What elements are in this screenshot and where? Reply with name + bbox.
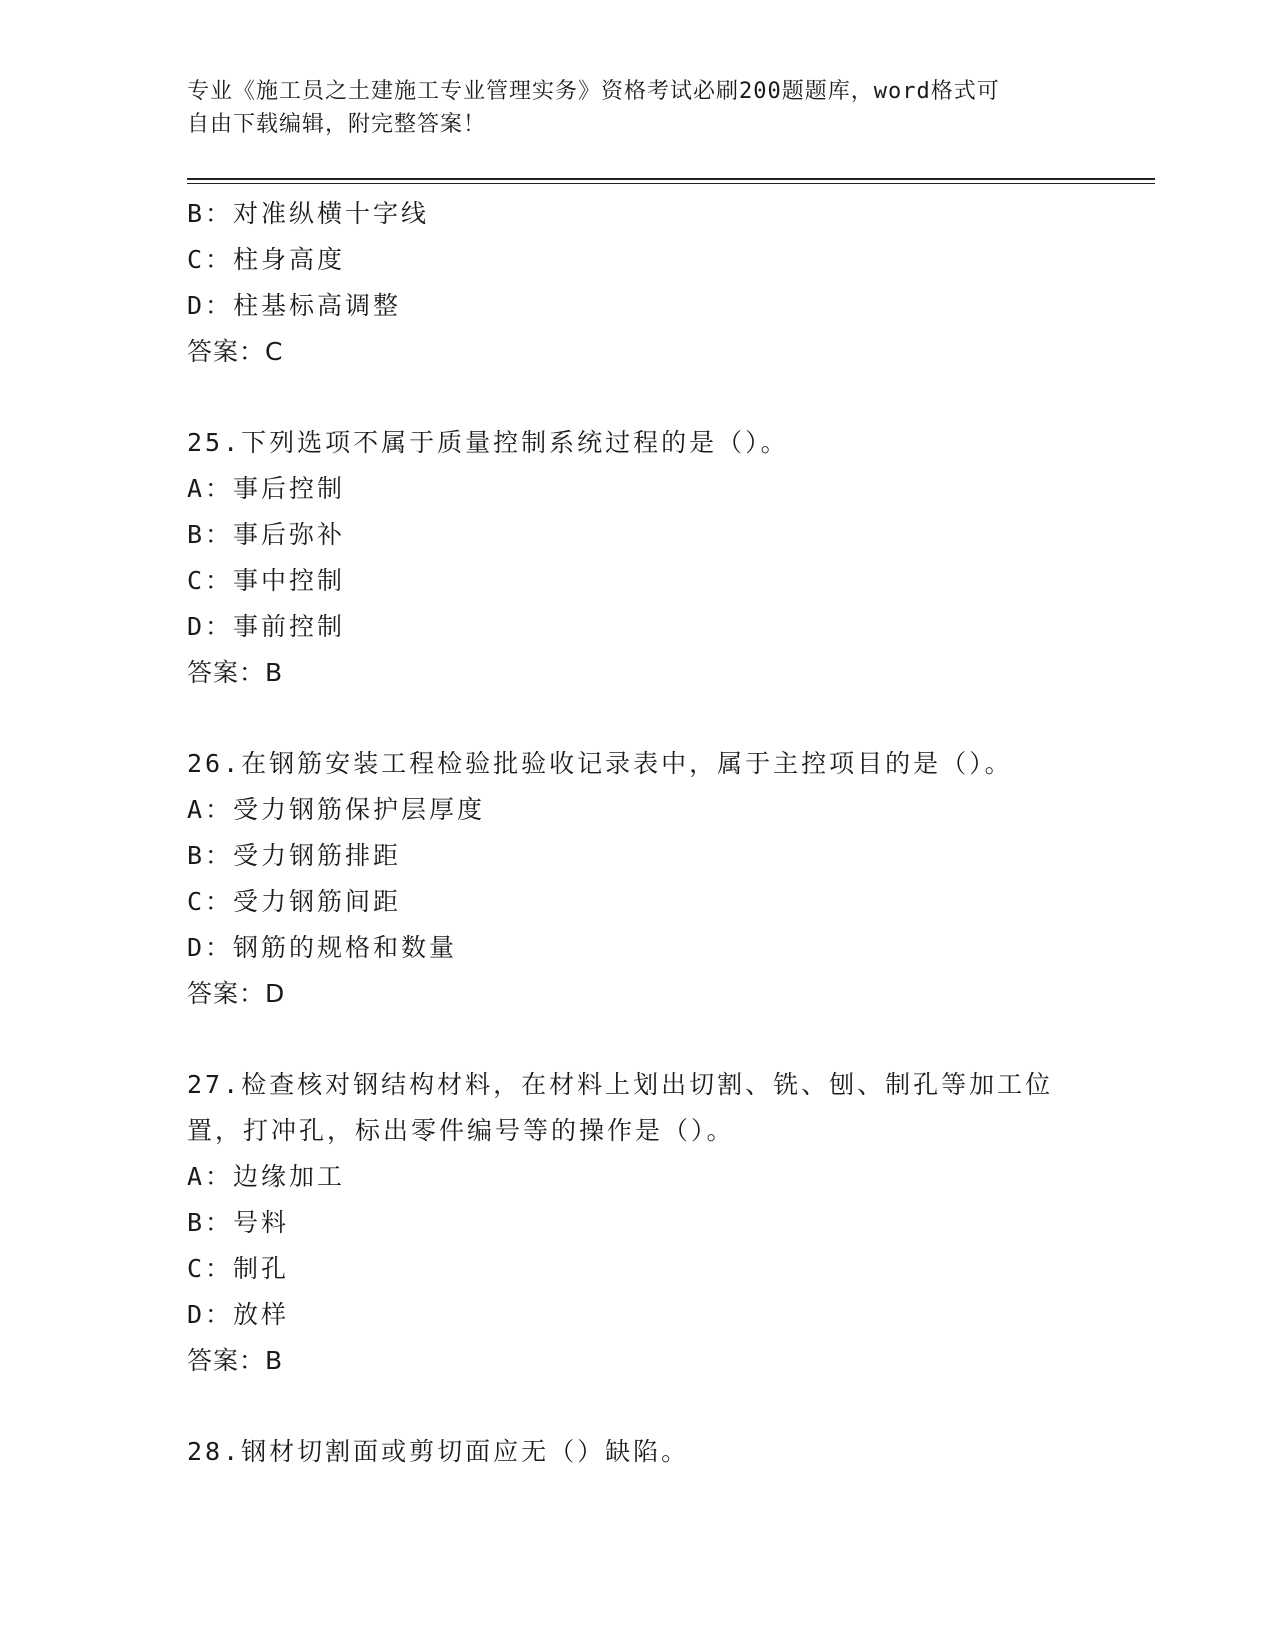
spacer (187, 375, 1087, 420)
option-c: C：制孔 (187, 1254, 290, 1283)
option-a: A：受力钢筋保护层厚度 (187, 795, 486, 824)
answer-line: 答案：D (187, 979, 286, 1008)
spacer (187, 1384, 1087, 1429)
question-block-28 (187, 1429, 1087, 1475)
answer-line: 答案：B (187, 1346, 284, 1375)
question-block-26 (187, 741, 1087, 1017)
option-a: A：边缘加工 (187, 1162, 346, 1191)
answer-line: 答案：B (187, 658, 284, 687)
question-block-27 (187, 1062, 1087, 1384)
option-b: B：号料 (187, 1208, 290, 1237)
question-stem: 28.钢材切割面或剪切面应无（）缺陷。 (187, 1437, 690, 1466)
question-stem-line-1: 27.检查核对钢结构材料，在材料上划出切割、铣、刨、制孔等加工位 (187, 1070, 1054, 1099)
header-title-line-2: 自由下载编辑，附完整答案！ (187, 112, 487, 137)
spacer (187, 1017, 1087, 1062)
option-b: B：受力钢筋排距 (187, 841, 402, 870)
option-d: D：事前控制 (187, 612, 346, 641)
question-block-24-continued (187, 191, 1087, 375)
header-divider-thin (187, 183, 1155, 184)
option-c: C：事中控制 (187, 566, 346, 595)
document-page (187, 0, 1157, 1650)
question-stem: 25.下列选项不属于质量控制系统过程的是（）。 (187, 428, 789, 457)
spacer (187, 696, 1087, 741)
option-d: D：柱基标高调整 (187, 291, 402, 320)
option-a: A：事后控制 (187, 474, 346, 503)
question-list (187, 191, 1087, 1475)
option-b: B：事后弥补 (187, 520, 346, 549)
option-d: D：放样 (187, 1300, 290, 1329)
question-stem: 26.在钢筋安装工程检验批验收记录表中，属于主控项目的是（）。 (187, 749, 1013, 778)
option-b: B：对准纵横十字线 (187, 199, 430, 228)
document-header (187, 75, 1087, 141)
header-divider-thick (187, 178, 1155, 180)
answer-line: 答案：C (187, 337, 284, 366)
header-title-line-1: 专业《施工员之土建施工专业管理实务》资格考试必刷200题题库，word格式可 (187, 79, 1000, 104)
option-c: C：受力钢筋间距 (187, 887, 402, 916)
question-block-25 (187, 420, 1087, 696)
option-d: D：钢筋的规格和数量 (187, 933, 458, 962)
question-stem-line-2: 置，打冲孔，标出零件编号等的操作是（）。 (187, 1116, 735, 1145)
option-c: C：柱身高度 (187, 245, 346, 274)
